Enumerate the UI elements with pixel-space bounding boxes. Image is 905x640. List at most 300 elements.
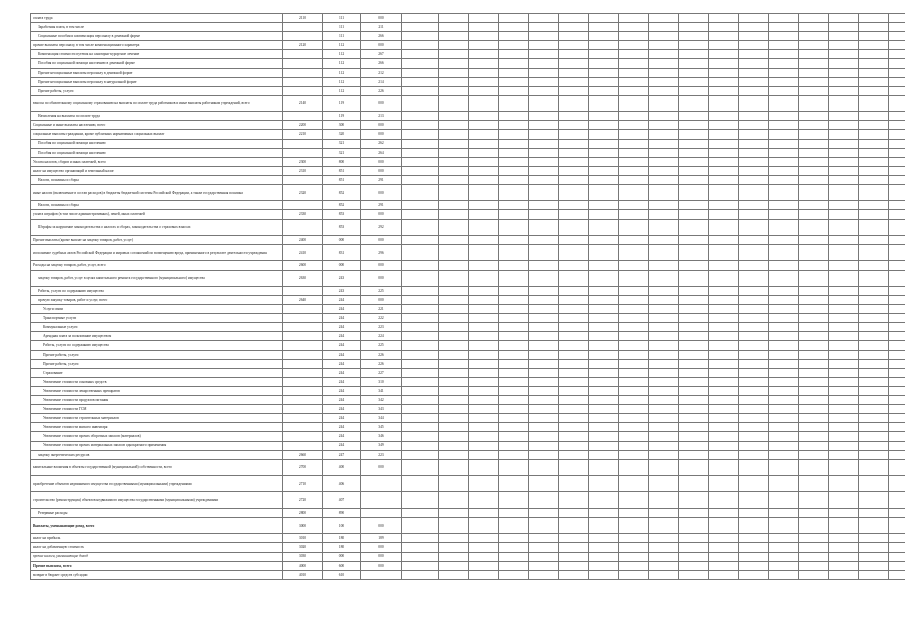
kosgu-code: 000: [361, 543, 402, 552]
amount-cell: [649, 359, 679, 368]
amount-cell: [739, 112, 769, 121]
amount-cell: [709, 157, 739, 166]
amount-cell: [739, 561, 769, 570]
row-code: [283, 50, 323, 59]
amount-cell: [889, 543, 905, 552]
amount-cell: [769, 305, 799, 314]
table-row: [31, 41, 905, 50]
amount-cell: [799, 41, 829, 50]
amount-cell: [402, 476, 439, 492]
amount-cell: [619, 14, 649, 23]
amount-cell: [469, 157, 499, 166]
amount-cell: [769, 77, 799, 86]
amount-cell: [499, 245, 529, 261]
amount-cell: [589, 561, 619, 570]
amount-cell: [559, 68, 589, 77]
amount-cell: [402, 157, 439, 166]
amount-cell: [799, 219, 829, 235]
amount-cell: [402, 95, 439, 111]
amount-cell: [529, 32, 559, 41]
table-row: [31, 235, 905, 244]
amount-cell: [439, 157, 469, 166]
amount-cell: [889, 130, 905, 139]
amount-cell: [739, 157, 769, 166]
row-code: [283, 414, 323, 423]
amount-cell: [439, 245, 469, 261]
amount-cell: [499, 86, 529, 95]
amount-cell: [649, 368, 679, 377]
amount-cell: [529, 296, 559, 305]
row-code: 2140: [283, 95, 323, 111]
amount-cell: [769, 359, 799, 368]
amount-cell: [739, 386, 769, 395]
kosgu-code: 291: [361, 201, 402, 210]
row-label: Транспортные услуги: [31, 314, 283, 323]
amount-cell: [799, 261, 829, 270]
amount-cell: [859, 459, 889, 475]
amount-cell: [799, 396, 829, 405]
amount-cell: [769, 166, 799, 175]
amount-cell: [529, 130, 559, 139]
row-code: [283, 219, 323, 235]
amount-cell: [829, 423, 859, 432]
row-code: 2210: [283, 130, 323, 139]
amount-cell: [829, 476, 859, 492]
amount-cell: [829, 323, 859, 332]
table-row: [31, 508, 905, 517]
amount-cell: [829, 77, 859, 86]
amount-cell: [829, 459, 859, 475]
amount-cell: [469, 41, 499, 50]
expense-type-code: 244: [323, 314, 361, 323]
amount-cell: [402, 210, 439, 219]
amount-cell: [679, 476, 709, 492]
amount-cell: [679, 112, 709, 121]
row-label: Страхование: [31, 368, 283, 377]
kosgu-code: 226: [361, 350, 402, 359]
amount-cell: [439, 543, 469, 552]
amount-cell: [739, 359, 769, 368]
amount-cell: [499, 184, 529, 200]
amount-cell: [619, 423, 649, 432]
amount-cell: [649, 286, 679, 295]
amount-cell: [619, 570, 649, 579]
amount-cell: [559, 432, 589, 441]
amount-cell: [469, 552, 499, 561]
amount-cell: [829, 175, 859, 184]
amount-cell: [739, 86, 769, 95]
amount-cell: [739, 314, 769, 323]
amount-cell: [799, 305, 829, 314]
amount-cell: [799, 50, 829, 59]
amount-cell: [559, 570, 589, 579]
amount-cell: [709, 377, 739, 386]
amount-cell: [529, 423, 559, 432]
amount-cell: [739, 14, 769, 23]
row-code: [283, 175, 323, 184]
row-label: капитальные вложения в объекты государственной (муниципальной) собственности, всего: [31, 459, 283, 475]
amount-cell: [469, 450, 499, 459]
amount-cell: [469, 396, 499, 405]
row-label: Выплаты, уменьшающие доход, всего: [31, 517, 283, 533]
amount-cell: [739, 396, 769, 405]
amount-cell: [529, 139, 559, 148]
row-code: [283, 59, 323, 68]
table-row: [31, 139, 905, 148]
amount-cell: [469, 314, 499, 323]
expense-type-code: 852: [323, 184, 361, 200]
amount-cell: [469, 23, 499, 32]
amount-cell: [709, 314, 739, 323]
amount-cell: [529, 121, 559, 130]
amount-cell: [829, 121, 859, 130]
amount-cell: [529, 441, 559, 450]
amount-cell: [402, 314, 439, 323]
amount-cell: [649, 157, 679, 166]
amount-cell: [769, 332, 799, 341]
table-row: [31, 121, 905, 130]
amount-cell: [439, 235, 469, 244]
kosgu-code: 000: [361, 210, 402, 219]
amount-cell: [679, 139, 709, 148]
amount-cell: [709, 41, 739, 50]
amount-cell: [709, 32, 739, 41]
kosgu-code: 000: [361, 235, 402, 244]
amount-cell: [499, 296, 529, 305]
amount-cell: [679, 286, 709, 295]
kosgu-code: 000: [361, 296, 402, 305]
row-code: [283, 148, 323, 157]
amount-cell: [799, 23, 829, 32]
table-row: [31, 314, 905, 323]
expense-type-code: 244: [323, 323, 361, 332]
amount-cell: [649, 543, 679, 552]
amount-cell: [402, 130, 439, 139]
expense-type-code: 321: [323, 148, 361, 157]
amount-cell: [529, 396, 559, 405]
amount-cell: [589, 341, 619, 350]
row-label: исполнение судебных актов Российской Федерации и мировых соглашений по возмещению вреда, причиненного в результате деятельности учреждения: [31, 245, 283, 261]
amount-cell: [889, 32, 905, 41]
amount-cell: [679, 59, 709, 68]
expense-type-code: 407: [323, 492, 361, 508]
amount-cell: [649, 261, 679, 270]
amount-cell: [402, 86, 439, 95]
amount-cell: [499, 432, 529, 441]
amount-cell: [529, 377, 559, 386]
amount-cell: [439, 219, 469, 235]
table-row: [31, 201, 905, 210]
kosgu-code: 211: [361, 23, 402, 32]
amount-cell: [439, 270, 469, 286]
amount-cell: [469, 323, 499, 332]
amount-cell: [709, 245, 739, 261]
amount-cell: [499, 148, 529, 157]
amount-cell: [619, 476, 649, 492]
row-label: Работы, услуги по содержанию имущества: [31, 286, 283, 295]
amount-cell: [799, 350, 829, 359]
amount-cell: [589, 166, 619, 175]
amount-cell: [769, 23, 799, 32]
amount-cell: [739, 341, 769, 350]
amount-cell: [589, 323, 619, 332]
expense-type-code: 244: [323, 350, 361, 359]
expense-type-code: 244: [323, 405, 361, 414]
amount-cell: [739, 534, 769, 543]
table-row: [31, 543, 905, 552]
amount-cell: [709, 492, 739, 508]
amount-cell: [559, 235, 589, 244]
amount-cell: [769, 245, 799, 261]
amount-cell: [559, 377, 589, 386]
amount-cell: [769, 405, 799, 414]
row-code: 2640: [283, 296, 323, 305]
amount-cell: [589, 332, 619, 341]
amount-cell: [499, 552, 529, 561]
amount-cell: [739, 77, 769, 86]
amount-cell: [499, 517, 529, 533]
amount-cell: [889, 235, 905, 244]
amount-cell: [529, 517, 559, 533]
amount-cell: [829, 332, 859, 341]
amount-cell: [679, 175, 709, 184]
row-code: 3000: [283, 517, 323, 533]
amount-cell: [559, 50, 589, 59]
expense-type-code: 244: [323, 377, 361, 386]
amount-cell: [859, 139, 889, 148]
amount-cell: [889, 245, 905, 261]
amount-cell: [739, 332, 769, 341]
expense-type-code: 851: [323, 166, 361, 175]
row-code: [283, 305, 323, 314]
kosgu-code: 000: [361, 95, 402, 111]
table-row: [31, 450, 905, 459]
amount-cell: [619, 201, 649, 210]
amount-cell: [559, 184, 589, 200]
expense-type-code: 244: [323, 414, 361, 423]
table-row: [31, 77, 905, 86]
amount-cell: [439, 341, 469, 350]
amount-cell: [799, 432, 829, 441]
amount-cell: [529, 359, 559, 368]
amount-cell: [889, 350, 905, 359]
amount-cell: [859, 561, 889, 570]
amount-cell: [589, 41, 619, 50]
row-code: [283, 377, 323, 386]
row-code: 3010: [283, 534, 323, 543]
amount-cell: [529, 305, 559, 314]
row-label: Услуги связи: [31, 305, 283, 314]
row-code: 2400: [283, 235, 323, 244]
amount-cell: [859, 112, 889, 121]
row-code: [283, 86, 323, 95]
expense-type-code: 180: [323, 534, 361, 543]
amount-cell: [829, 552, 859, 561]
amount-cell: [402, 68, 439, 77]
amount-cell: [829, 296, 859, 305]
amount-cell: [402, 570, 439, 579]
expense-type-code: 112: [323, 41, 361, 50]
amount-cell: [402, 50, 439, 59]
amount-cell: [529, 561, 559, 570]
table-row: [31, 561, 905, 570]
amount-cell: [559, 77, 589, 86]
amount-cell: [649, 23, 679, 32]
amount-cell: [829, 130, 859, 139]
amount-cell: [499, 139, 529, 148]
amount-cell: [859, 543, 889, 552]
amount-cell: [529, 270, 559, 286]
table-row: [31, 184, 905, 200]
amount-cell: [529, 286, 559, 295]
amount-cell: [589, 219, 619, 235]
row-label: Прочие работы, услуги: [31, 350, 283, 359]
amount-cell: [402, 561, 439, 570]
expense-type-code: 111: [323, 14, 361, 23]
amount-cell: [469, 139, 499, 148]
amount-cell: [589, 305, 619, 314]
amount-cell: [499, 314, 529, 323]
amount-cell: [709, 359, 739, 368]
amount-cell: [499, 377, 529, 386]
amount-cell: [439, 175, 469, 184]
amount-cell: [559, 14, 589, 23]
amount-cell: [769, 95, 799, 111]
amount-cell: [439, 332, 469, 341]
amount-cell: [469, 561, 499, 570]
amount-cell: [589, 508, 619, 517]
amount-cell: [649, 41, 679, 50]
amount-cell: [799, 14, 829, 23]
amount-cell: [499, 450, 529, 459]
amount-cell: [829, 219, 859, 235]
amount-cell: [889, 95, 905, 111]
table-row: [31, 157, 905, 166]
amount-cell: [559, 396, 589, 405]
amount-cell: [402, 261, 439, 270]
amount-cell: [859, 377, 889, 386]
amount-cell: [829, 166, 859, 175]
amount-cell: [889, 534, 905, 543]
amount-cell: [649, 86, 679, 95]
kosgu-code: 214: [361, 77, 402, 86]
amount-cell: [679, 86, 709, 95]
amount-cell: [829, 270, 859, 286]
amount-cell: [649, 95, 679, 111]
amount-cell: [709, 543, 739, 552]
amount-cell: [649, 175, 679, 184]
amount-cell: [769, 219, 799, 235]
amount-cell: [469, 368, 499, 377]
amount-cell: [709, 77, 739, 86]
amount-cell: [559, 121, 589, 130]
table-row: [31, 23, 905, 32]
amount-cell: [859, 59, 889, 68]
amount-cell: [619, 235, 649, 244]
amount-cell: [469, 386, 499, 395]
amount-cell: [439, 95, 469, 111]
amount-cell: [649, 377, 679, 386]
amount-cell: [499, 121, 529, 130]
amount-cell: [619, 23, 649, 32]
amount-cell: [739, 508, 769, 517]
amount-cell: [709, 296, 739, 305]
amount-cell: [469, 32, 499, 41]
row-label: закупку энергетических ресурсов: [31, 450, 283, 459]
amount-cell: [619, 368, 649, 377]
amount-cell: [559, 459, 589, 475]
expense-type-code: 320: [323, 130, 361, 139]
table-row: [31, 517, 905, 533]
amount-cell: [469, 270, 499, 286]
expense-type-code: 119: [323, 112, 361, 121]
amount-cell: [529, 41, 559, 50]
row-label: Начисления на выплаты по оплате труда: [31, 112, 283, 121]
amount-cell: [439, 350, 469, 359]
amount-cell: [589, 184, 619, 200]
amount-cell: [589, 423, 619, 432]
amount-cell: [739, 121, 769, 130]
amount-cell: [529, 432, 559, 441]
amount-cell: [709, 476, 739, 492]
amount-cell: [499, 23, 529, 32]
amount-cell: [499, 386, 529, 395]
expense-type-code: 831: [323, 245, 361, 261]
kosgu-code: 213: [361, 112, 402, 121]
amount-cell: [769, 201, 799, 210]
amount-cell: [679, 166, 709, 175]
amount-cell: [649, 59, 679, 68]
amount-cell: [799, 405, 829, 414]
amount-cell: [859, 157, 889, 166]
amount-cell: [739, 95, 769, 111]
amount-cell: [889, 121, 905, 130]
amount-cell: [589, 121, 619, 130]
amount-cell: [559, 386, 589, 395]
amount-cell: [739, 219, 769, 235]
amount-cell: [739, 423, 769, 432]
amount-cell: [619, 341, 649, 350]
row-code: [283, 368, 323, 377]
row-label: Налоги, пошлины и сборы: [31, 175, 283, 184]
amount-cell: [559, 261, 589, 270]
amount-cell: [649, 77, 679, 86]
row-label: Пособия по социальной помощи населению в денежной форме: [31, 59, 283, 68]
amount-cell: [739, 286, 769, 295]
expenditure-table: [30, 13, 905, 580]
amount-cell: [859, 517, 889, 533]
amount-cell: [889, 386, 905, 395]
amount-cell: [439, 121, 469, 130]
amount-cell: [799, 286, 829, 295]
amount-cell: [589, 543, 619, 552]
amount-cell: [769, 517, 799, 533]
amount-cell: [589, 130, 619, 139]
amount-cell: [829, 305, 859, 314]
amount-cell: [439, 517, 469, 533]
kosgu-code: [361, 570, 402, 579]
kosgu-code: 227: [361, 368, 402, 377]
amount-cell: [799, 210, 829, 219]
amount-cell: [499, 112, 529, 121]
row-label: строительство (реконструкция) объектов недвижимого имущества государственными (муниципальными) учреждениями: [31, 492, 283, 508]
amount-cell: [769, 432, 799, 441]
amount-cell: [709, 219, 739, 235]
amount-cell: [859, 23, 889, 32]
amount-cell: [889, 368, 905, 377]
amount-cell: [829, 350, 859, 359]
amount-cell: [402, 245, 439, 261]
